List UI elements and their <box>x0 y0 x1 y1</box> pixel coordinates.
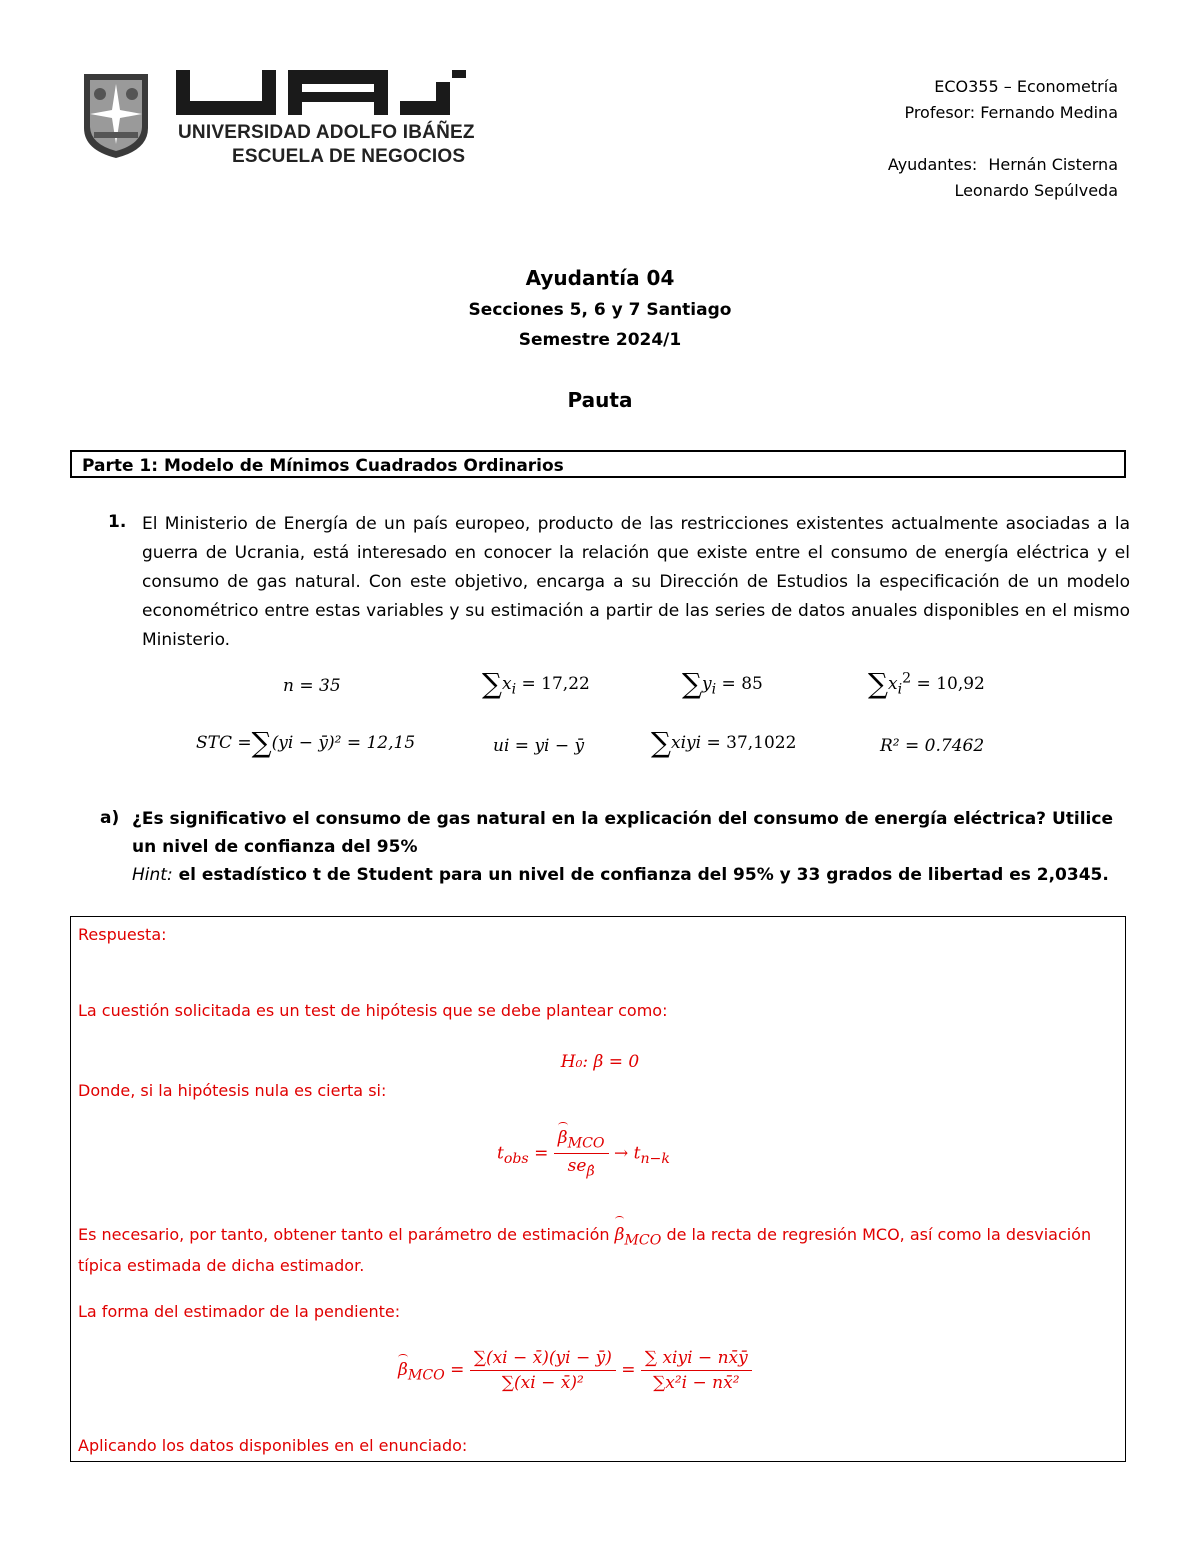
residual-def: ui = yi − ȳ <box>493 736 585 756</box>
university-logo <box>80 70 475 170</box>
answer-line-4: La forma del estimador de la pendiente: <box>78 1302 401 1321</box>
answer-line-1: La cuestión solicitada es un test de hipótesis que se debe plantear como: <box>78 1001 668 1020</box>
subquestion-body: ¿Es significativo el consumo de gas natural en la explicación del consumo de energía eléctrica? Utilice un nivel de confianza del 95% <box>132 809 1113 857</box>
slope-estimator-formula: $\beta_{MCO}$ = $\frac{\sum(xi - x̄)(yi - ȳ)}{\text{∑(xi − x̄)²}}$ = $\frac{\text{∑ xiyi − nx̄ȳ}}{\text{∑x²i − nx̄²}}$ <box>398 1348 752 1393</box>
subquestion-letter: a) <box>100 808 120 828</box>
brand-block <box>176 70 475 170</box>
sum-y: $\sum y_i = 85$ <box>682 667 763 700</box>
course-info <box>888 74 1118 204</box>
university-name: UNIVERSIDAD ADOLFO IBÁÑEZ <box>178 122 475 143</box>
subquestion-text <box>132 805 1132 889</box>
sum-x2: $\sum x_i^2 = 10,92$ <box>868 667 985 700</box>
assistant-2: Leonardo Sepúlveda <box>954 181 1118 200</box>
assistants-label: Ayudantes: <box>887 155 978 174</box>
assistants-line <box>888 152 1118 178</box>
question-number: 1. <box>108 512 127 532</box>
stc-formula: STC =∑(yi − ȳ)² = 12,15 <box>196 726 416 759</box>
doc-pauta: Pauta <box>567 388 633 412</box>
doc-sections: Secciones 5, 6 y 7 Santiago <box>468 300 732 320</box>
hint-text: el estadístico t de Student para un nivel de confianza del 95% y 33 grados de libertad es 2,0345. <box>178 865 1109 885</box>
null-hypothesis: H₀: β = 0 <box>560 1052 640 1072</box>
professor: Profesor: Fernando Medina <box>904 103 1118 122</box>
crest-icon <box>80 70 152 160</box>
doc-semester: Semestre 2024/1 <box>518 330 682 350</box>
r-squared: R² = 0.7462 <box>880 736 985 756</box>
sum-xy: ∑xiyi = 37,1022 <box>651 726 797 759</box>
part1-heading: Parte 1: Modelo de Mínimos Cuadrados Ordinarios <box>70 450 1126 478</box>
answer-line-3: Es necesario, por tanto, obtener tanto el parámetro de estimación $\beta_{MCO}$ de la recta de regresión MCO, así como la desviación típica estimada de dicha estimador. <box>78 1222 1118 1279</box>
subquestion-hint <box>132 861 1132 889</box>
n-value: n = 35 <box>283 676 341 696</box>
uai-wordmark-icon <box>176 70 466 115</box>
hint-label: Hint: <box>132 865 173 885</box>
answer-line-5: Aplicando los datos disponibles en el enunciado: <box>78 1436 468 1455</box>
question-text: El Ministerio de Energía de un país europeo, producto de las restricciones existentes actualmente asociadas a la guerra de Ucrania, está interesado en conocer la relación que existe entre el consumo de energía eléctrica y el consumo de gas natural. Con este objetivo, encarga a su Dirección de Estudios la especificación de un modelo econométrico entre estas variables y su estimación a partir de las series de datos anuales disponibles en el mismo Ministerio. <box>142 514 1130 650</box>
answer-label: Respuesta: <box>78 925 167 944</box>
doc-title: Ayudantía 04 <box>525 266 675 290</box>
course-name: ECO355 – Econometría <box>934 77 1118 96</box>
assistant-1: Hernán Cisterna <box>988 155 1118 174</box>
sum-x: $\sum x_i = 17,22$ <box>482 667 590 700</box>
school-name: ESCUELA DE NEGOCIOS <box>232 146 466 167</box>
t-statistic-formula: $t_{obs}$ = $\frac{\beta_{MCO}}{se_{\betâ}}$ → $t_{n-k}$ <box>497 1128 670 1180</box>
answer-line-2: Donde, si la hipótesis nula es cierta si: <box>78 1081 387 1100</box>
